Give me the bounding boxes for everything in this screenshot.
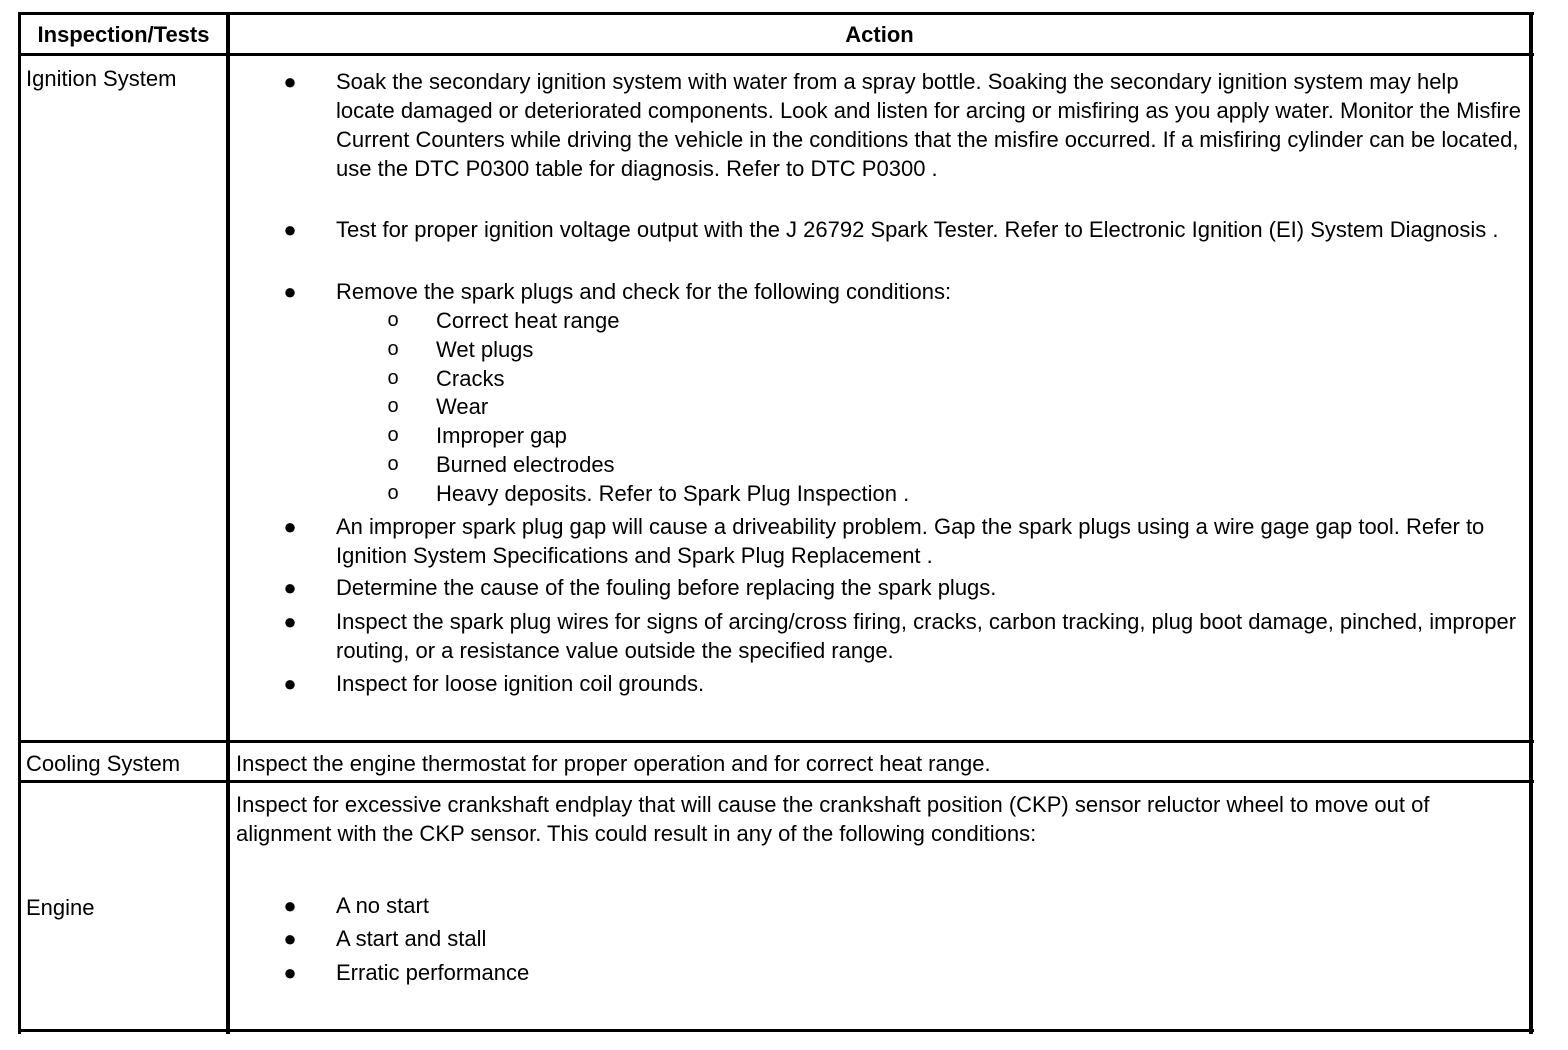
sub-bullet-marker: o xyxy=(387,367,399,389)
engine-condition: A no start xyxy=(336,893,429,918)
row-label-cooling-system: Cooling System xyxy=(26,751,181,776)
ignition-row-bottom-border xyxy=(18,740,1534,743)
table-right-border xyxy=(1529,12,1533,1034)
spark-plug-condition: Wet plugs xyxy=(436,337,534,362)
spark-plug-condition: Burned electrodes xyxy=(436,452,615,477)
cooling-action-text: Inspect the engine thermostat for proper operation and for correct heat range. xyxy=(236,751,991,776)
bullet-marker: ● xyxy=(283,279,297,304)
header-inspection-tests: Inspection/Tests xyxy=(37,22,210,47)
bullet-marker: ● xyxy=(283,960,297,985)
cooling-row-bottom-border xyxy=(18,780,1534,783)
bullet-marker: ● xyxy=(283,514,297,539)
table-top-border xyxy=(18,12,1534,15)
table-left-border xyxy=(18,12,21,1034)
column-divider xyxy=(226,12,230,1034)
spark-plug-condition: Improper gap xyxy=(436,423,567,448)
sub-bullet-marker: o xyxy=(387,453,399,475)
bullet-marker: ● xyxy=(283,926,297,951)
engine-action-text: Inspect for excessive crankshaft endplay that will cause the crankshaft position (CKP) sensor reluctor wheel to move out of alignment with the CKP sensor. This could result in any of the following conditions: xyxy=(236,792,1430,846)
bullet-marker: ● xyxy=(283,671,297,696)
spark-plug-condition: Heavy deposits. Refer to Spark Plug Inspection . xyxy=(436,481,910,506)
header-bottom-border xyxy=(18,53,1534,56)
bullet-marker: ● xyxy=(283,575,297,600)
row-label-ignition-system: Ignition System xyxy=(26,66,177,91)
engine-condition: Erratic performance xyxy=(336,960,530,985)
sub-bullet-marker: o xyxy=(387,395,399,417)
spark-plug-condition: Correct heat range xyxy=(436,308,620,333)
sub-bullet-marker: o xyxy=(387,309,399,331)
spark-plug-condition: Cracks xyxy=(436,366,505,391)
ignition-bullet-3: Remove the spark plugs and check for the following conditions: xyxy=(336,279,952,304)
ignition-bullet-6: Inspect the spark plug wires for signs of arcing/cross firing, cracks, carbon tracking, plug boot damage, pinched, improper routing, or a resistance value outside the specified range. xyxy=(336,609,1517,663)
ignition-bullet-7: Inspect for loose ignition coil grounds. xyxy=(336,671,705,696)
bullet-marker: ● xyxy=(283,69,297,94)
bullet-marker: ● xyxy=(283,609,297,634)
ignition-bullet-2: Test for proper ignition voltage output with the J 26792 Spark Tester. Refer to Electronic Ignition (EI) System Diagnosis . xyxy=(336,217,1499,242)
ignition-bullet-4: An improper spark plug gap will cause a driveability problem. Gap the spark plugs using a wire gage gap tool. Refer to Ignition System Specifications and Spark Plug Replacement . xyxy=(336,514,1485,568)
bullet-marker: ● xyxy=(283,893,297,918)
sub-bullet-marker: o xyxy=(387,424,399,446)
header-action: Action xyxy=(845,22,914,47)
table-bottom-border xyxy=(18,1029,1534,1032)
bullet-marker: ● xyxy=(283,217,297,242)
sub-bullet-marker: o xyxy=(387,482,399,504)
spark-plug-condition: Wear xyxy=(436,394,489,419)
engine-condition: A start and stall xyxy=(336,926,487,951)
sub-bullet-marker: o xyxy=(387,338,399,360)
ignition-bullet-1: Soak the secondary ignition system with water from a spray bottle. Soaking the secondary ignition system may help locate damaged or deteriorated components. Look and listen for arcing or misfiring as you apply water. Monitor the Misfire Current Counters while driving the vehicle in the conditions that the misfire occurred. If a misfiring cylinder can be located, use the DTC P0300 table for diagnosis. Refer to DTC P0300 . xyxy=(336,69,1521,181)
ignition-bullet-5: Determine the cause of the fouling before replacing the spark plugs. xyxy=(336,575,997,600)
row-label-engine: Engine xyxy=(26,895,95,920)
